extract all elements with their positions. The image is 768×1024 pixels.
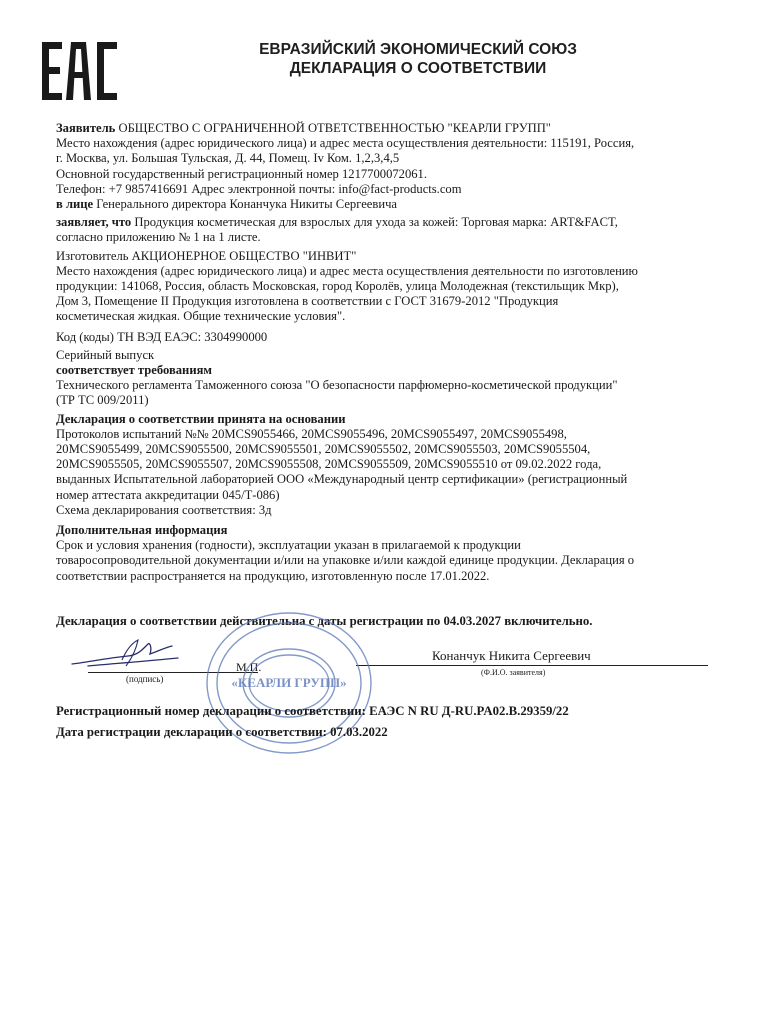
applicant-line	[56, 121, 716, 136]
additional-line-1: Срок и условия хранения (годности), эксплуатации указан в прилагаемой к продукции	[56, 538, 521, 553]
person-label: в лице	[56, 197, 94, 212]
signature-line	[88, 672, 258, 673]
additional-line-3: соответствии распространяется на продукцию, изготовленную после 17.01.2022.	[56, 568, 490, 583]
applicant-person-line	[56, 197, 716, 212]
compliance-heading: соответствует требованиям	[56, 363, 212, 378]
applicant-name: ОБЩЕСТВО С ОГРАНИЧЕННОЙ ОТВЕТСТВЕННОСТЬЮ "КЕАРЛИ ГРУПП"	[115, 121, 551, 135]
basis-accreditation: номер аттестата аккредитации 045/Т-086)	[56, 487, 280, 502]
manufacturer-address-2: продукции: 141068, Россия, область Московская, город Королёв, улица Молодежная (текстильщик Мкр),	[56, 279, 619, 294]
basis-protocols-2: 20MCS9055499, 20MCS9055500, 20MCS9055501, 20MCS9055502, 20MCS9055503, 20MCS9055504,	[56, 442, 591, 457]
basis-protocols-1: Протоколов испытаний №№ 20MCS9055466, 20MCS9055496, 20MCS9055497, 20MCS9055498,	[56, 426, 567, 441]
applicant-address-1: Место нахождения (адрес юридического лица) и адрес места осуществления деятельности: 115191, Россия,	[56, 136, 635, 151]
document-header	[168, 40, 668, 78]
applicant-address-2: г. Москва, ул. Большая Тульская, Д. 44, Помещ. Iv Ком. 1,2,3,4,5	[56, 151, 400, 166]
declares-appendix: согласно приложению № 1 на 1 листе.	[56, 230, 261, 245]
additional-line-2: товаросопроводительной документации и/или на упаковке и/или каждой единице продукции. Декларация о	[56, 553, 635, 568]
signer-name: Конанчук Никита Сергеевич	[432, 648, 591, 663]
product-code: Код (коды) ТН ВЭД ЕАЭС: 3304990000	[56, 329, 268, 344]
applicant-ogrn: Основной государственный регистрационный номер 1217700072061.	[56, 166, 427, 181]
declares-label: заявляет, что	[56, 215, 132, 230]
manufacturer-address-3: Дом 3, Помещение II Продукция изготовлена в соответствии с ГОСТ 31679-2012 "Продукция	[56, 294, 559, 309]
basis-protocols-3: 20MCS9055505, 20MCS9055507, 20MCS9055508, 20MCS9055509, 20MCS9055510 от 09.02.2022 года,	[56, 457, 602, 472]
basis-scheme: Схема декларирования соответствия: 3д	[56, 502, 272, 517]
seal-center-text: «КЕАРЛИ ГРУПП»	[231, 675, 347, 690]
manufacturer-standard: косметическая жидкая. Общие технические условия".	[56, 309, 346, 324]
union-title: ЕВРАЗИЙСКИЙ ЭКОНОМИЧЕСКИЙ СОЮЗ	[259, 41, 577, 58]
signer-line	[356, 665, 708, 666]
eac-mark-icon	[40, 40, 122, 102]
person-name: Генерального директора Конанчука Никиты Сергеевича	[93, 197, 397, 212]
registration-number: Регистрационный номер декларации о соответствии: ЕАЭС N RU Д-RU.PA02.B.29359/22	[56, 704, 569, 718]
signature-block	[56, 640, 716, 700]
product-description: Продукция косметическая для взрослых для ухода за кожей: Торговая марка: ART&FACT,	[131, 215, 618, 230]
validity-statement: Декларация о соответствии действительна с даты регистрации по 04.03.2027 включительно.	[56, 614, 593, 628]
seal-place-label: М.П.	[236, 660, 262, 674]
applicant-label: Заявитель	[56, 121, 116, 135]
signature-caption: (подпись)	[126, 674, 164, 684]
basis-laboratory: выданных Испытательной лабораторией ООО «Международный центр сертификации» (регистрационный	[56, 472, 628, 487]
declaration-body	[56, 121, 716, 584]
registration-date: Дата регистрации декларации о соответствии: 07.03.2022	[56, 725, 388, 739]
basis-heading: Декларация о соответствии принята на основании	[56, 411, 346, 426]
compliance-regulation: Технического регламента Таможенного союза "О безопасности парфюмерно-косметической продукции"	[56, 378, 618, 393]
declares-line	[56, 215, 716, 230]
applicant-contacts: Телефон: +7 9857416691 Адрес электронной почты: info@fact-products.com	[56, 181, 462, 196]
signer-caption: (Ф.И.О. заявителя)	[481, 668, 546, 677]
document-title: ДЕКЛАРАЦИЯ О СООТВЕТСТВИИ	[289, 60, 547, 77]
manufacturer-address-1: Место нахождения (адрес юридического лица) и адрес места осуществления деятельности по изготовлению	[56, 263, 638, 278]
product-release: Серийный выпуск	[56, 347, 155, 362]
compliance-regulation-code: (ТР ТС 009/2011)	[56, 393, 149, 408]
manufacturer-name: Изготовитель АКЦИОНЕРНОЕ ОБЩЕСТВО "ИНВИТ"	[56, 248, 357, 263]
additional-heading: Дополнительная информация	[56, 523, 228, 538]
